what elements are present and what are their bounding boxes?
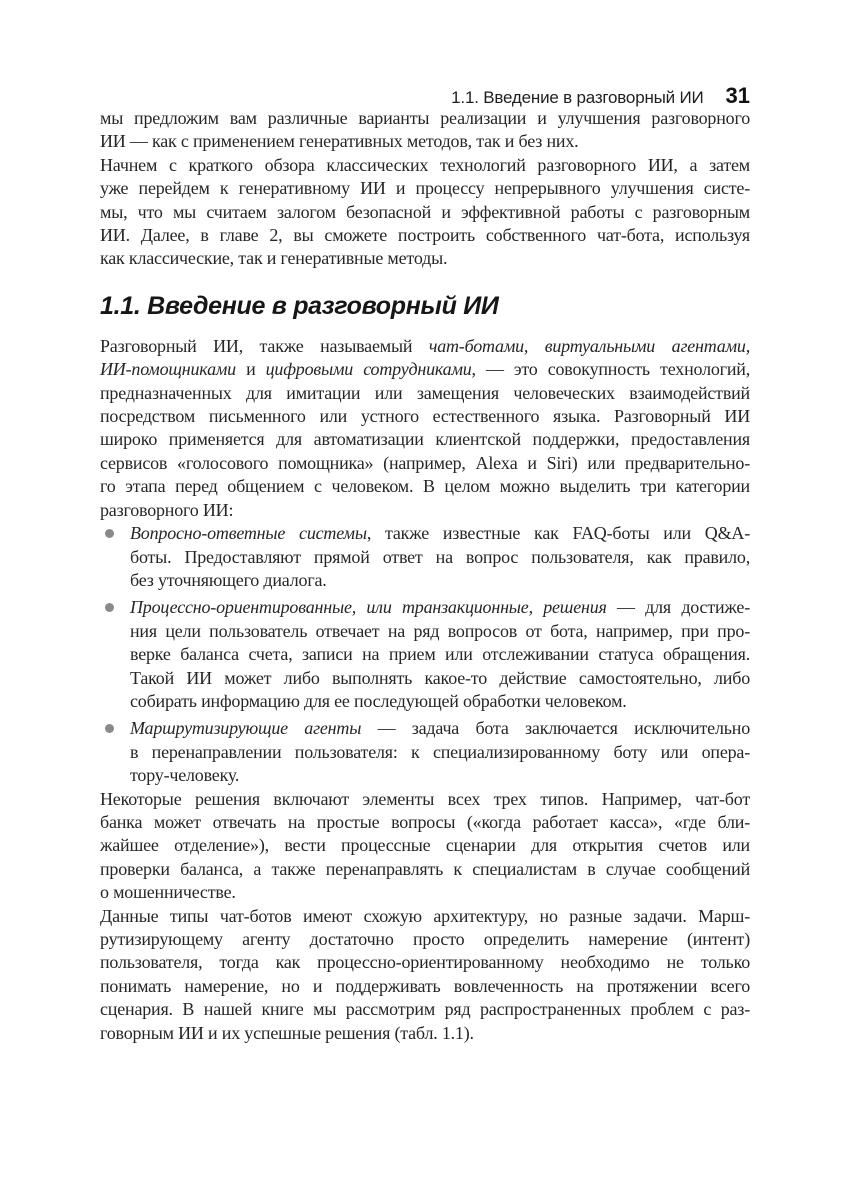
bullet-icon	[105, 529, 114, 538]
running-header	[100, 84, 750, 107]
text-line: понимать намерение, но и поддерживать вовлеченность на протяжении всего	[100, 975, 750, 996]
text-line: посредством письменного или устного естественного языка. Разговорный ИИ	[100, 406, 750, 427]
text-line: без уточняющего диалога.	[130, 569, 327, 590]
text-line: широко применяется для автоматизации клиентской поддержки, предоставления	[100, 429, 750, 450]
paragraph	[100, 788, 750, 905]
text-line: ния цели пользователь отвечает на ряд вопросов от бота, например, при про-	[130, 620, 750, 641]
text-line: Некоторые решения включают элементы всех трех типов. Например, чат-бот	[100, 788, 750, 809]
text-line: Маршрутизирующие агенты — задача бота заключается исключительно	[130, 718, 750, 739]
text-line: рутизирующему агенту достаточно просто определить намерение (интент)	[100, 929, 750, 949]
text-line: Вопросно-ответные системы, также известные как FAQ-боты или Q&A-	[130, 523, 751, 544]
text-line: сервисов «голосового помощника» (например, Alexa и Siri) или предварительно-	[100, 452, 750, 473]
bullet-item	[100, 522, 750, 592]
text-line: банка может отвечать на простые вопросы («когда работает касса», «где бли-	[100, 811, 750, 832]
text-line: Данные типы чат-ботов имеют схожую архитектуру, но разные задачи. Марш-	[100, 905, 750, 926]
text-line: как классические, так и генеративные методы.	[100, 248, 448, 269]
text-line: Начнем с краткого обзора классических технологий разговорного ИИ, а затем	[100, 154, 750, 175]
text-line: разговорного ИИ:	[100, 499, 234, 520]
paragraph	[100, 154, 750, 271]
text-line: говорным ИИ и их успешные решения (табл. 1.1).	[100, 1022, 474, 1043]
running-head-title: 1.1. Введение в разговорный ИИ	[451, 88, 704, 107]
text-line: жайшее отделение»), вести процессные сценарии для открытия счетов или	[100, 835, 750, 856]
text-line: в перенаправлении пользователя: к специализированному боту или опера-	[130, 741, 750, 762]
text-line: тору-человеку.	[130, 765, 240, 786]
text-line: верке баланса счета, записи на прием или отслеживании статуса обращения.	[130, 644, 750, 665]
paragraph	[100, 335, 750, 522]
text-line: мы, что мы считаем залогом безопасной и эффективной работы с разговорным	[100, 201, 750, 222]
paragraph	[100, 107, 750, 154]
text-line: сценария. В нашей книге мы рассмотрим ряд распространенных проблем с раз-	[100, 999, 750, 1020]
bullet-item	[100, 596, 750, 713]
text-line: Такой ИИ может либо выполнять какое-то действие самостоятельно, либо	[130, 667, 750, 688]
bullet-icon	[105, 603, 114, 612]
text-line: о мошенничестве.	[100, 882, 236, 903]
paragraph	[100, 905, 750, 1045]
section-heading: 1.1. Введение в разговорный ИИ	[100, 291, 499, 320]
text-line: боты. Предоставляют прямой ответ на вопрос пользователя, как правило,	[130, 546, 750, 567]
text-line: предназначенных для имитации или замещения человеческих взаимодействий	[100, 382, 750, 403]
text-line: собирать информацию для ее последующей обработки человеком.	[130, 690, 627, 711]
text-line: го этапа перед общением с человеком. В целом можно выделить три категории	[100, 476, 750, 497]
text-line: проверки баланса, а также перенаправлять к специалистам в случае сообщений	[100, 858, 750, 879]
text-line: уже перейдем к генеративному ИИ и процессу непрерывного улучшения систе-	[100, 178, 750, 199]
text-line: Разговорный ИИ, также называемый чат-ботами, виртуальными агентами,	[100, 335, 750, 356]
text-line: ИИ. Далее, в главе 2, вы сможете построить собственного чат-бота, используя	[100, 225, 750, 246]
page-number: 31	[725, 83, 750, 108]
text-line: пользователя, тогда как процессно-ориентированному необходимо не только	[100, 952, 750, 973]
bullet-list	[100, 522, 750, 787]
text-line: ИИ-помощниками и цифровыми сотрудниками, — это совокупность технологий,	[100, 359, 750, 380]
bullet-item	[100, 717, 750, 787]
text-line: Процессно-ориентированные, или транзакционные, решения — для достиже-	[130, 597, 750, 618]
bullet-icon	[105, 724, 114, 733]
text-line: ИИ — как с применением генеративных методов, так и без них.	[100, 131, 579, 152]
text-line: мы предложим вам различные варианты реализации и улучшения разговорного	[100, 108, 750, 128]
